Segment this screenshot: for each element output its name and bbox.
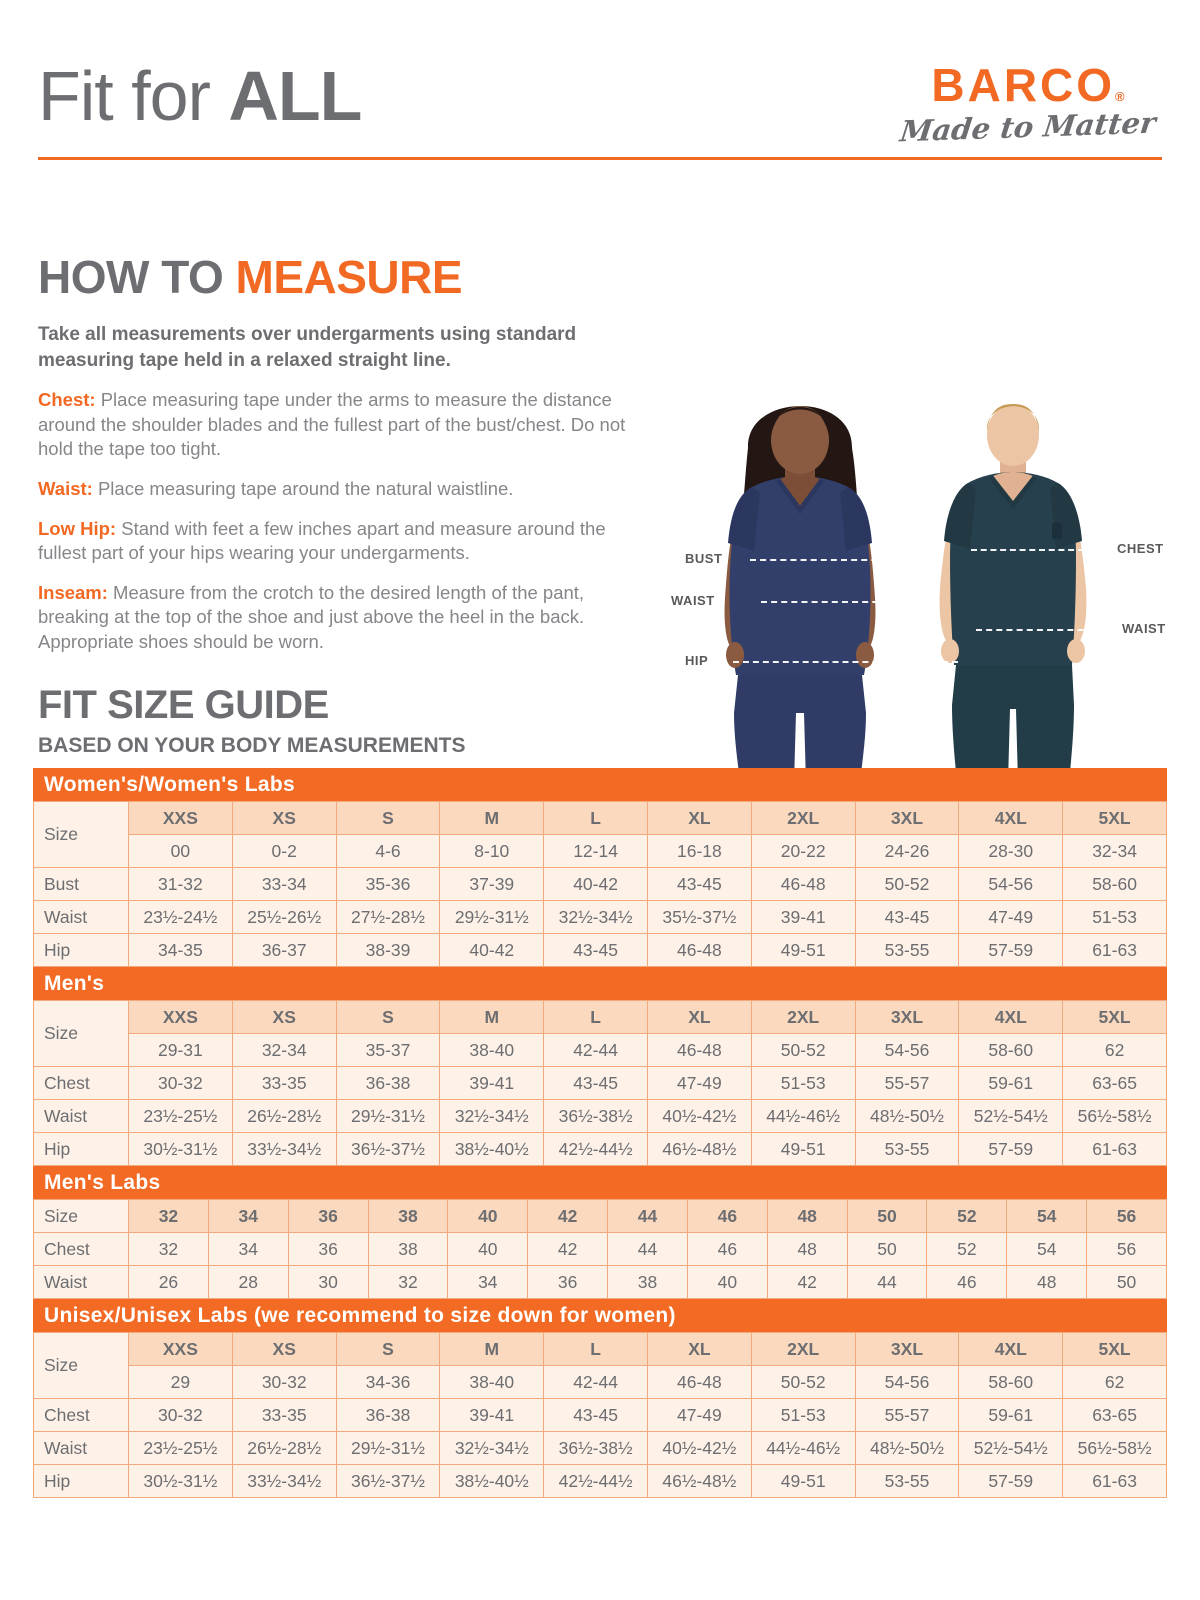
how-to-measure-heading: HOW TO MEASURE (38, 251, 463, 303)
value-cell: 55-57 (855, 1067, 959, 1100)
value-cell: 42½-44½ (544, 1465, 648, 1498)
measurement-row-waist (34, 1100, 1167, 1133)
value-cell: 53-55 (855, 1465, 959, 1498)
row-label-cell: Chest (34, 1399, 129, 1432)
value-cell: 63-65 (1063, 1399, 1167, 1432)
size-header-cell: S (336, 1333, 440, 1366)
size-table-mens (33, 1000, 1167, 1166)
measurement-row-hip (34, 1465, 1167, 1498)
value-cell: 39-41 (440, 1067, 544, 1100)
value-cell: 38 (608, 1266, 688, 1299)
value-cell: 27½-28½ (336, 901, 440, 934)
value-cell: 54 (1007, 1233, 1087, 1266)
value-cell: 36 (528, 1266, 608, 1299)
value-cell: 30-32 (129, 1399, 233, 1432)
value-cell: 58-60 (1063, 868, 1167, 901)
value-cell: 59-61 (959, 1399, 1063, 1432)
value-cell: 40-42 (544, 868, 648, 901)
measure-item-label: Low Hip: (38, 517, 117, 539)
size-number-cell: 20-22 (751, 835, 855, 868)
size-header-cell: XXS (129, 802, 233, 835)
value-cell: 36-38 (336, 1067, 440, 1100)
value-cell: 61-63 (1063, 1133, 1167, 1166)
value-cell: 35-36 (336, 868, 440, 901)
value-cell: 32 (368, 1266, 448, 1299)
table-banner-womens: Women's/Women's Labs (33, 768, 1167, 801)
value-cell: 52½-54½ (959, 1432, 1063, 1465)
measurement-row-waist (34, 1266, 1167, 1299)
value-cell: 53-55 (855, 1133, 959, 1166)
size-header-cell: 34 (208, 1200, 288, 1233)
barco-logo-tagline: Made to Matter (898, 105, 1158, 149)
value-cell: 35½-37½ (647, 901, 751, 934)
fit-size-guide-section (38, 683, 1168, 1498)
size-header-cell: XS (232, 1001, 336, 1034)
value-cell: 46-48 (647, 934, 751, 967)
measure-item-label: Inseam: (38, 581, 108, 603)
value-cell: 36½-38½ (544, 1100, 648, 1133)
measure-item: Inseam: Measure from the crotch to the desired length of the pant, breaking at the top of the shoe and just above the heel in the back. Appropriate shoes should be worn. (38, 581, 585, 653)
how-to-measure-section (38, 250, 638, 655)
value-cell: 56½-58½ (1063, 1100, 1167, 1133)
size-number-cell: 32-34 (1063, 835, 1167, 868)
value-cell: 30½-31½ (129, 1133, 233, 1166)
value-cell: 46½-48½ (647, 1133, 751, 1166)
size-number-cell: 50-52 (751, 1034, 855, 1067)
measure-instructions-list (38, 388, 638, 654)
value-cell: 43-45 (544, 1067, 648, 1100)
size-header-cell: XS (232, 802, 336, 835)
value-cell: 55-57 (855, 1399, 959, 1432)
table-banner-mens-labs: Men's Labs (33, 1166, 1167, 1199)
size-header-cell: 56 (1087, 1200, 1167, 1233)
size-header-cell: L (544, 1333, 648, 1366)
size-header-cell: M (440, 1001, 544, 1034)
value-cell: 40 (687, 1266, 767, 1299)
value-cell: 33½-34½ (232, 1133, 336, 1166)
value-cell: 39-41 (751, 901, 855, 934)
size-col-label: Size (34, 802, 129, 868)
value-cell: 57-59 (959, 1133, 1063, 1166)
value-cell: 52½-54½ (959, 1100, 1063, 1133)
value-cell: 50 (847, 1233, 927, 1266)
value-cell: 43-45 (544, 1399, 648, 1432)
barco-logo (898, 59, 1158, 149)
size-header-cell: XXS (129, 1333, 233, 1366)
row-label-cell: Waist (34, 1266, 129, 1299)
size-header-cell: S (336, 1001, 440, 1034)
value-cell: 43-45 (544, 934, 648, 967)
table-banner-unisex: Unisex/Unisex Labs (we recommend to size down for women) (33, 1299, 1167, 1332)
size-number-cell: 46-48 (647, 1034, 751, 1067)
size-header-cell: 54 (1007, 1200, 1087, 1233)
size-number-cell: 29-31 (129, 1034, 233, 1067)
value-cell: 26 (129, 1266, 209, 1299)
value-cell: 46 (687, 1233, 767, 1266)
size-number-cell: 38-40 (440, 1366, 544, 1399)
measurement-label: WAIST (671, 593, 715, 608)
value-cell: 50 (1087, 1266, 1167, 1299)
value-cell: 36 (288, 1233, 368, 1266)
value-cell: 32½-34½ (544, 901, 648, 934)
value-cell: 48½-50½ (855, 1100, 959, 1133)
row-label-cell: Waist (34, 1100, 129, 1133)
size-number-cell: 50-52 (751, 1366, 855, 1399)
size-col-label: Size (34, 1001, 129, 1067)
measurement-row-chest (34, 1233, 1167, 1266)
size-header-cell: 5XL (1063, 1333, 1167, 1366)
value-cell: 51-53 (751, 1399, 855, 1432)
value-cell: 29½-31½ (336, 1100, 440, 1133)
value-cell: 36-38 (336, 1399, 440, 1432)
size-header-cell: 3XL (855, 1001, 959, 1034)
row-label-cell: Chest (34, 1067, 129, 1100)
row-label-cell: Hip (34, 934, 129, 967)
size-number-cell: 62 (1063, 1034, 1167, 1067)
value-cell: 49-51 (751, 1133, 855, 1166)
value-cell: 57-59 (959, 1465, 1063, 1498)
row-label-cell: Bust (34, 868, 129, 901)
size-header-cell: 50 (847, 1200, 927, 1233)
value-cell: 39-41 (440, 1399, 544, 1432)
size-number-cell: 54-56 (855, 1366, 959, 1399)
value-cell: 40-42 (440, 934, 544, 967)
value-cell: 48½-50½ (855, 1432, 959, 1465)
size-number-cell: 42-44 (544, 1034, 648, 1067)
size-header-cell: 36 (288, 1200, 368, 1233)
value-cell: 31-32 (129, 868, 233, 901)
value-cell: 33-34 (232, 868, 336, 901)
size-table-mens-labs (33, 1199, 1167, 1299)
size-number-cell: 8-10 (440, 835, 544, 868)
value-cell: 26½-28½ (232, 1432, 336, 1465)
value-cell: 56 (1087, 1233, 1167, 1266)
value-cell: 23½-25½ (129, 1432, 233, 1465)
size-table-womens (33, 801, 1167, 967)
value-cell: 32 (129, 1233, 209, 1266)
row-label-cell: Waist (34, 1432, 129, 1465)
value-cell: 40½-42½ (647, 1100, 751, 1133)
size-header-cell: 32 (129, 1200, 209, 1233)
size-number-cell: 0-2 (232, 835, 336, 868)
value-cell: 36½-37½ (336, 1465, 440, 1498)
value-cell: 46½-48½ (647, 1465, 751, 1498)
value-cell: 48 (1007, 1266, 1087, 1299)
value-cell: 30½-31½ (129, 1465, 233, 1498)
measure-item: Low Hip: Stand with feet a few inches apart and measure around the fullest part of your hips wearing your undergarments. (38, 517, 606, 564)
size-header-cell: M (440, 1333, 544, 1366)
size-number-cell: 32-34 (232, 1034, 336, 1067)
value-cell: 51-53 (1063, 901, 1167, 934)
size-header-cell: 3XL (855, 1333, 959, 1366)
value-cell: 63-65 (1063, 1067, 1167, 1100)
measurement-line (971, 549, 1113, 551)
value-cell: 30 (288, 1266, 368, 1299)
value-cell: 59-61 (959, 1067, 1063, 1100)
row-label-cell: Hip (34, 1133, 129, 1166)
measurement-row-chest (34, 1067, 1167, 1100)
size-header-cell: XL (647, 1001, 751, 1034)
value-cell: 44½-46½ (751, 1432, 855, 1465)
value-cell: 49-51 (751, 1465, 855, 1498)
measure-intro-text: Take all measurements over undergarments using standard measuring tape held in a relaxed straight line. (38, 324, 577, 371)
value-cell: 32½-34½ (440, 1432, 544, 1465)
fit-size-guide-heading: FIT SIZE GUIDE (38, 683, 329, 727)
value-cell: 37-39 (440, 868, 544, 901)
value-cell: 38½-40½ (440, 1133, 544, 1166)
value-cell: 47-49 (647, 1067, 751, 1100)
table-banner-mens: Men's (33, 967, 1167, 1000)
header-divider (38, 157, 1162, 160)
size-number-cell: 58-60 (959, 1366, 1063, 1399)
value-cell: 42 (767, 1266, 847, 1299)
measurement-row-waist (34, 901, 1167, 934)
size-number-cell: 35-37 (336, 1034, 440, 1067)
size-number-cell: 54-56 (855, 1034, 959, 1067)
size-col-label: Size (34, 1200, 129, 1233)
row-label-cell: Chest (34, 1233, 129, 1266)
size-header-cell: 2XL (751, 802, 855, 835)
size-header-cell: 44 (608, 1200, 688, 1233)
size-col-label: Size (34, 1333, 129, 1399)
size-tables-container (33, 768, 1167, 1498)
measurement-line (976, 629, 1114, 631)
measurement-label: HIP (685, 653, 709, 668)
size-header-cell: 52 (927, 1200, 1007, 1233)
value-cell: 25½-26½ (232, 901, 336, 934)
value-cell: 40½-42½ (647, 1432, 751, 1465)
value-cell: 56½-58½ (1063, 1432, 1167, 1465)
row-label-cell: Waist (34, 901, 129, 934)
value-cell: 48 (767, 1233, 847, 1266)
value-cell: 51-53 (751, 1067, 855, 1100)
measurement-label: CHEST (1117, 541, 1164, 556)
size-number-cell: 24-26 (855, 835, 959, 868)
page-title (38, 56, 361, 136)
barco-logo-wordmark: BARCO® (931, 59, 1125, 111)
value-cell: 61-63 (1063, 1465, 1167, 1498)
value-cell: 32½-34½ (440, 1100, 544, 1133)
page-title-bold: ALL (228, 57, 362, 135)
size-header-cell: 46 (687, 1200, 767, 1233)
measurement-row-waist (34, 1432, 1167, 1465)
size-header-cell: 2XL (751, 1001, 855, 1034)
size-header-cell: 2XL (751, 1333, 855, 1366)
registered-trademark-icon: ® (1115, 89, 1125, 104)
value-cell: 34-35 (129, 934, 233, 967)
size-number-cell: 4-6 (336, 835, 440, 868)
measurement-label: WAIST (1122, 621, 1166, 636)
value-cell: 23½-24½ (129, 901, 233, 934)
size-header-cell: 4XL (959, 802, 1063, 835)
value-cell: 53-55 (855, 934, 959, 967)
measure-item-label: Chest: (38, 389, 96, 411)
fit-size-guide-subheading: BASED ON YOUR BODY MEASUREMENTS (38, 734, 466, 757)
size-header-cell: L (544, 1001, 648, 1034)
value-cell: 23½-25½ (129, 1100, 233, 1133)
value-cell: 57-59 (959, 934, 1063, 967)
value-cell: 34 (208, 1233, 288, 1266)
value-cell: 33½-34½ (232, 1465, 336, 1498)
value-cell: 36½-38½ (544, 1432, 648, 1465)
value-cell: 43-45 (647, 868, 751, 901)
measurement-row-hip (34, 1133, 1167, 1166)
value-cell: 38½-40½ (440, 1465, 544, 1498)
size-header-cell: 3XL (855, 802, 959, 835)
size-header-cell: XS (232, 1333, 336, 1366)
value-cell: 43-45 (855, 901, 959, 934)
value-cell: 42 (528, 1233, 608, 1266)
value-cell: 33-35 (232, 1399, 336, 1432)
size-header-cell: XXS (129, 1001, 233, 1034)
measure-item: Chest: Place measuring tape under the arms to measure the distance around the shoulder blades and the fullest part of the bust/chest. Do not hold the tape too tight. (38, 389, 626, 460)
size-header-cell: M (440, 802, 544, 835)
value-cell: 33-35 (232, 1067, 336, 1100)
size-header-cell: 5XL (1063, 802, 1167, 835)
value-cell: 52 (927, 1233, 1007, 1266)
measurement-row-bust (34, 868, 1167, 901)
value-cell: 28 (208, 1266, 288, 1299)
size-number-cell: 29 (129, 1366, 233, 1399)
value-cell: 44 (847, 1266, 927, 1299)
value-cell: 47-49 (647, 1399, 751, 1432)
value-cell: 40 (448, 1233, 528, 1266)
page-title-regular: Fit for (38, 57, 229, 135)
size-number-cell: 34-36 (336, 1366, 440, 1399)
value-cell: 46-48 (751, 868, 855, 901)
measurement-row-hip (34, 934, 1167, 967)
value-cell: 47-49 (959, 901, 1063, 934)
size-header-cell: 42 (528, 1200, 608, 1233)
measurement-line (761, 601, 939, 603)
size-number-cell: 38-40 (440, 1034, 544, 1067)
value-cell: 61-63 (1063, 934, 1167, 967)
row-label-cell: Hip (34, 1465, 129, 1498)
size-header-cell: 4XL (959, 1001, 1063, 1034)
measurement-label: BUST (685, 551, 723, 566)
value-cell: 44 (608, 1233, 688, 1266)
size-header-cell: 5XL (1063, 1001, 1167, 1034)
size-header-cell: 38 (368, 1200, 448, 1233)
value-cell: 36½-37½ (336, 1133, 440, 1166)
size-number-cell: 00 (129, 835, 233, 868)
value-cell: 38 (368, 1233, 448, 1266)
size-number-cell: 46-48 (647, 1366, 751, 1399)
size-header-cell: S (336, 802, 440, 835)
value-cell: 36-37 (232, 934, 336, 967)
size-header-cell: XL (647, 802, 751, 835)
value-cell: 26½-28½ (232, 1100, 336, 1133)
size-number-cell: 62 (1063, 1366, 1167, 1399)
value-cell: 49-51 (751, 934, 855, 967)
value-cell: 44½-46½ (751, 1100, 855, 1133)
value-cell: 46 (927, 1266, 1007, 1299)
value-cell: 34 (448, 1266, 528, 1299)
size-number-cell: 16-18 (647, 835, 751, 868)
measure-item-label: Waist: (38, 478, 93, 500)
size-header-cell: L (544, 802, 648, 835)
measurement-row-chest (34, 1399, 1167, 1432)
value-cell: 29½-31½ (336, 1432, 440, 1465)
size-number-cell: 30-32 (232, 1366, 336, 1399)
size-number-cell: 28-30 (959, 835, 1063, 868)
size-header-cell: 4XL (959, 1333, 1063, 1366)
value-cell: 50-52 (855, 868, 959, 901)
value-cell: 54-56 (959, 868, 1063, 901)
measure-item: Waist: Place measuring tape around the natural waistline. (38, 478, 514, 500)
measurement-line (733, 661, 958, 663)
size-number-cell: 12-14 (544, 835, 648, 868)
value-cell: 30-32 (129, 1067, 233, 1100)
size-number-cell: 58-60 (959, 1034, 1063, 1067)
measurement-line (750, 559, 938, 561)
size-number-cell: 42-44 (544, 1366, 648, 1399)
size-header-cell: 40 (448, 1200, 528, 1233)
value-cell: 38-39 (336, 934, 440, 967)
size-table-unisex (33, 1332, 1167, 1498)
size-header-cell: XL (647, 1333, 751, 1366)
value-cell: 29½-31½ (440, 901, 544, 934)
value-cell: 42½-44½ (544, 1133, 648, 1166)
size-header-cell: 48 (767, 1200, 847, 1233)
